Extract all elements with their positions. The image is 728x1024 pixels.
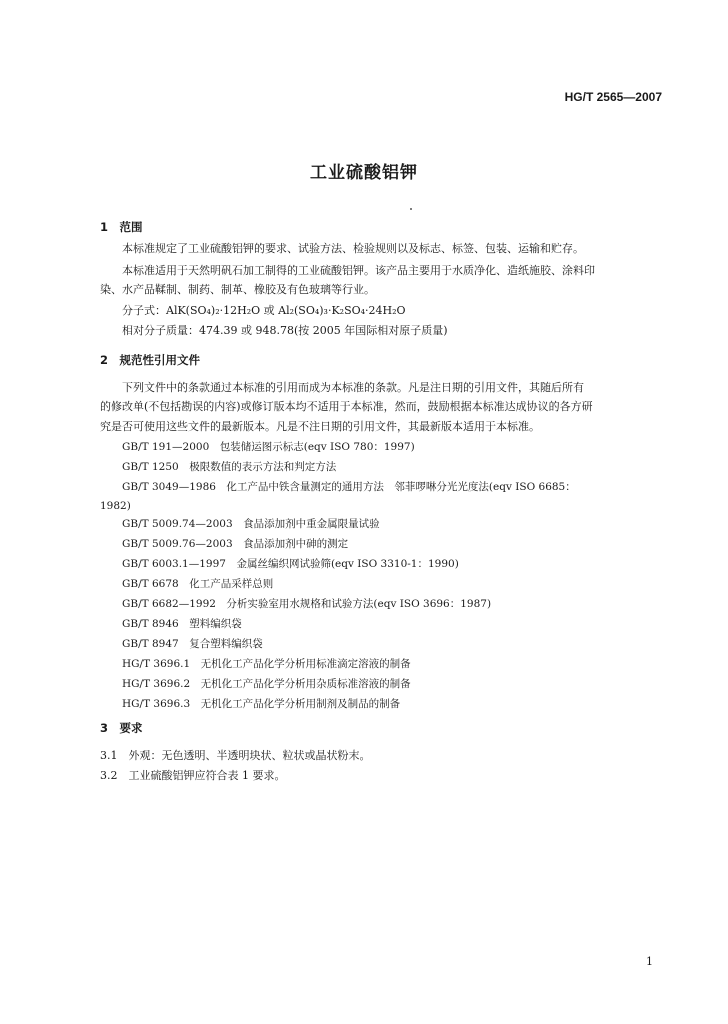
page-number: 1 [646, 955, 653, 968]
scope-paragraph-2-line-1: 本标准适用于天然明矾石加工制得的工业硫酸铝钾。该产品主要用于水质净化、造纸施胶、涂料印 [122, 264, 595, 277]
reference-item: GB/T 8946 塑料编织袋 [122, 618, 242, 630]
reference-item: HG/T 3696.1 无机化工产品化学分析用标准滴定溶液的制备 [122, 658, 411, 670]
reference-item: GB/T 5009.76—2003 食品添加剂中砷的测定 [122, 538, 349, 550]
page-title: 工业硫酸铝钾 [310, 163, 418, 183]
reference-item: GB/T 8947 复合塑料编织袋 [122, 638, 263, 650]
requirement-3-2: 3.2 工业硫酸铝钾应符合表 1 要求。 [100, 769, 286, 782]
reference-item: GB/T 3049—1986 化工产品中铁含量测定的通用方法 邻菲啰啉分光光度法(eqv ISO 6685： [122, 481, 576, 493]
scope-paragraph-2-line-2: 染、水产品鞣制、制药、制革、橡胶及有色玻璃等行业。 [100, 283, 375, 296]
reference-item: GB/T 6682—1992 分析实验室用水规格和试验方法(eqv ISO 3696：1987) [122, 598, 492, 610]
reference-item: GB/T 5009.74—2003 食品添加剂中重金属限量试验 [122, 518, 380, 530]
reference-item: 1982) [100, 500, 131, 512]
normative-paragraph-line-2: 的修改单(不包括勘误的内容)或修订版本均不适用于本标准，然而，鼓励根据本标准达成协议的各方研 [100, 400, 593, 413]
scan-speck [410, 208, 412, 210]
reference-item: GB/T 191—2000 包装储运图示标志(eqv ISO 780：1997) [122, 441, 415, 453]
reference-item: HG/T 3696.3 无机化工产品化学分析用制剂及制品的制备 [122, 698, 401, 710]
requirement-3-1: 3.1 外观：无色透明、半透明块状、粒状或晶状粉末。 [100, 749, 371, 762]
section-heading-requirements: 3 要求 [100, 721, 143, 735]
normative-paragraph-line-1: 下列文件中的条款通过本标准的引用而成为本标准的条款。凡是注日期的引用文件，其随后所有 [122, 381, 584, 394]
section-heading-scope: 1 范围 [100, 220, 143, 234]
molecular-formula: 分子式：AlK(SO₄)₂·12H₂O 或 Al₂(SO₄)₃·K₂SO₄·24H₂O [122, 304, 406, 317]
section-heading-normative: 2 规范性引用文件 [100, 353, 201, 367]
molecular-mass: 相对分子质量：474.39 或 948.78(按 2005 年国际相对原子质量) [122, 324, 448, 337]
normative-paragraph-line-3: 究是否可使用这些文件的最新版本。凡是不注日期的引用文件，其最新版本适用于本标准。 [100, 420, 540, 433]
reference-item: GB/T 6003.1—1997 金属丝编织网试验筛(eqv ISO 3310-1：1990) [122, 558, 459, 570]
reference-item: HG/T 3696.2 无机化工产品化学分析用杂质标准溶液的制备 [122, 678, 411, 690]
standard-code: HG/T 2565—2007 [564, 90, 662, 104]
reference-item: GB/T 1250 极限数值的表示方法和判定方法 [122, 461, 337, 473]
scope-paragraph-1: 本标准规定了工业硫酸铝钾的要求、试验方法、检验规则以及标志、标签、包装、运输和贮存。 [122, 242, 584, 255]
reference-item: GB/T 6678 化工产品采样总则 [122, 578, 274, 590]
